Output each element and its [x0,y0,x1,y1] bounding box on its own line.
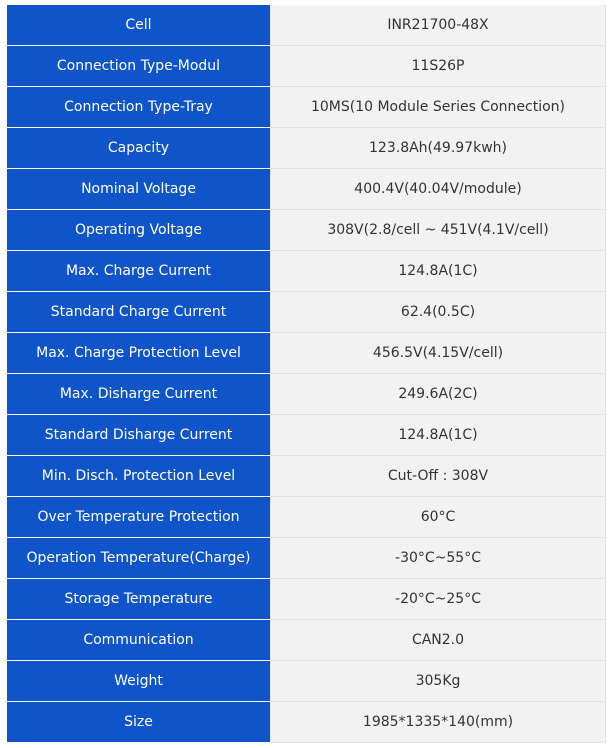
spec-row-cell [7,5,606,46]
spec-value: Cut-Off : 308V [271,456,606,497]
spec-value: 305Kg [271,661,606,702]
spec-value: 308V(2.8/cell ~ 451V(4.1V/cell) [271,210,606,251]
spec-label: Weight [7,661,271,702]
spec-row-max-charge-current [7,251,606,292]
spec-row-communication [7,620,606,661]
spec-row-standard-charge-current [7,292,606,333]
spec-row-capacity [7,128,606,169]
spec-row-connection-type-tray [7,87,606,128]
spec-row-storage-temperature [7,579,606,620]
spec-row-operation-temperature-charge [7,538,606,579]
spec-row-weight [7,661,606,702]
spec-label: Nominal Voltage [7,169,271,210]
spec-row-connection-type-modul [7,46,606,87]
spec-row-over-temperature-protection [7,497,606,538]
spec-value: 62.4(0.5C) [271,292,606,333]
spec-value: -20°C~25°C [271,579,606,620]
spec-label: Min. Disch. Protection Level [7,456,271,497]
spec-label: Standard Charge Current [7,292,271,333]
spec-value: 400.4V(40.04V/module) [271,169,606,210]
spec-row-operating-voltage [7,210,606,251]
spec-label: Max. Disharge Current [7,374,271,415]
spec-label: Over Temperature Protection [7,497,271,538]
spec-row-max-disharge-current [7,374,606,415]
spec-row-standard-disharge-current [7,415,606,456]
battery-spec-table [7,5,606,743]
spec-row-max-charge-protection-level [7,333,606,374]
spec-value: 11S26P [271,46,606,87]
spec-value: CAN2.0 [271,620,606,661]
spec-value: 249.6A(2C) [271,374,606,415]
spec-label: Max. Charge Current [7,251,271,292]
spec-value: INR21700-48X [271,5,606,46]
spec-row-nominal-voltage [7,169,606,210]
spec-label: Capacity [7,128,271,169]
spec-label: Standard Disharge Current [7,415,271,456]
spec-value: -30°C~55°C [271,538,606,579]
spec-value: 60°C [271,497,606,538]
spec-label: Connection Type-Modul [7,46,271,87]
spec-value: 124.8A(1C) [271,415,606,456]
spec-value: 124.8A(1C) [271,251,606,292]
spec-value: 123.8Ah(49.97kwh) [271,128,606,169]
spec-label: Connection Type-Tray [7,87,271,128]
spec-label: Size [7,702,271,743]
spec-value: 1985*1335*140(mm) [271,702,606,743]
spec-row-min-disch-protection-level [7,456,606,497]
spec-label: Communication [7,620,271,661]
spec-label: Storage Temperature [7,579,271,620]
spec-label: Max. Charge Protection Level [7,333,271,374]
spec-row-size [7,702,606,743]
spec-value: 456.5V(4.15V/cell) [271,333,606,374]
spec-value: 10MS(10 Module Series Connection) [271,87,606,128]
spec-label: Operating Voltage [7,210,271,251]
spec-label: Operation Temperature(Charge) [7,538,271,579]
spec-label: Cell [7,5,271,46]
